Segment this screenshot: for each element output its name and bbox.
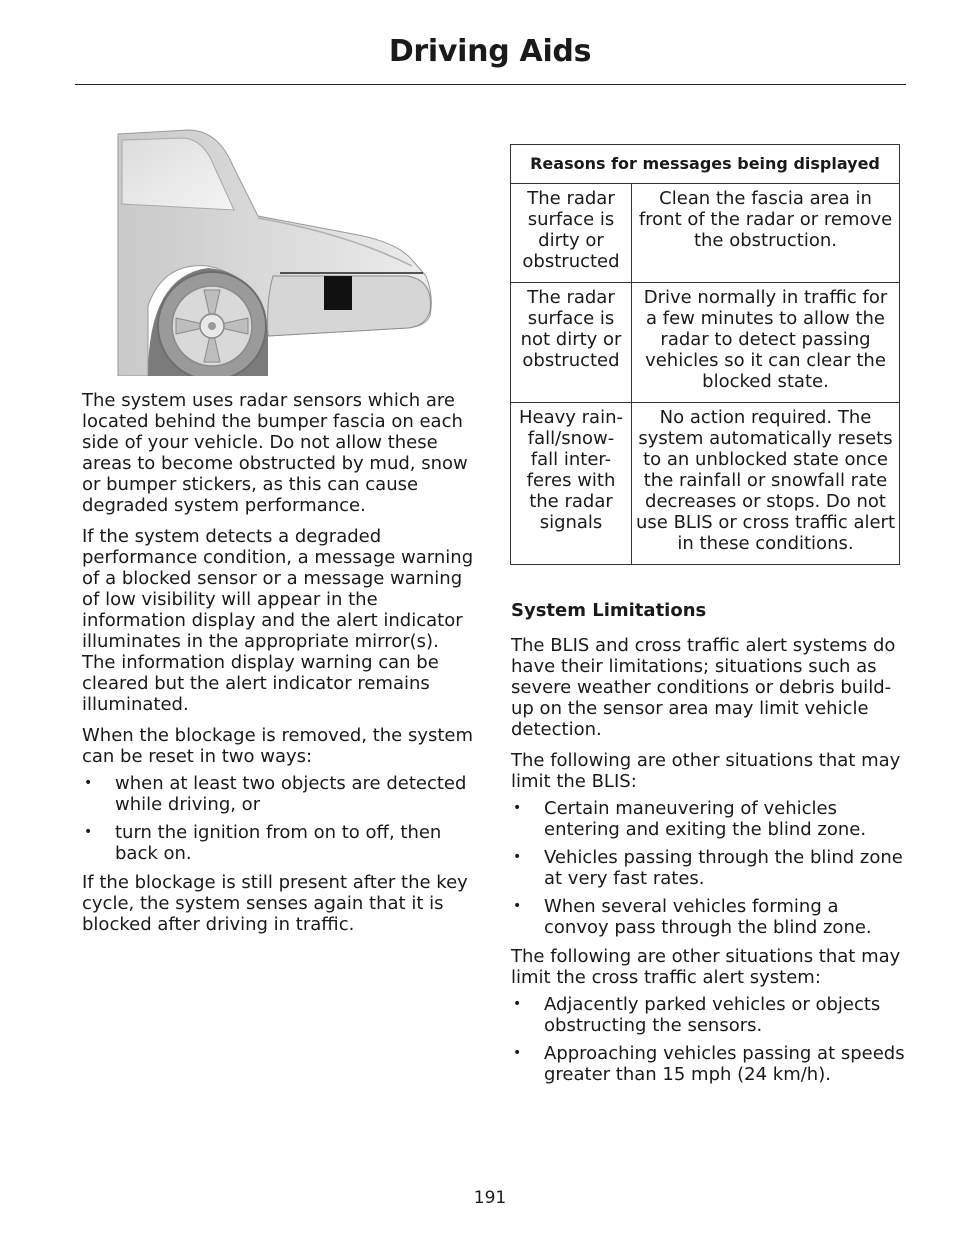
paragraph-degraded-performance: If the system detects a degraded performance condition, a message warning of a blocked sensor or a message warning of low visibility will appear in the information display and the alert indicator illuminates in the appropriate mirror(s). The information display warning can be cleared but the alert indicator remains illuminated. [82, 526, 474, 715]
cta-limitations-list [511, 994, 905, 1085]
bullet-glyph: • [84, 824, 93, 840]
table-cell-cause: The radar surface is dirty or obstructed [511, 184, 632, 283]
page-number: 191 [473, 1188, 507, 1208]
list-item: • when at least two objects are detected while driving, or [84, 773, 467, 815]
title-divider [75, 84, 906, 85]
paragraph-cta-intro: The following are other situations that may limit the cross traffic alert system: [511, 946, 901, 988]
bullet-glyph: • [513, 849, 522, 865]
blis-limitations-list [511, 798, 905, 938]
table-cell-action: No action required. The system automatically resets to an unblocked state once the rainfall or snowfall rate decreases or stops. Do not use BLIS or cross traffic alert in these conditions. [632, 403, 900, 565]
paragraph-blis-intro: The following are other situations that may limit the BLIS: [511, 750, 901, 792]
reset-methods-list [82, 773, 474, 864]
list-item: • Adjacently parked vehicles or objects obstructing the sensors. [513, 994, 881, 1036]
table-cell-action: Drive normally in traffic for a few minutes to allow the radar to detect passing vehicles so it can clear the blocked state. [632, 283, 900, 403]
page-title: Driving Aids [388, 34, 592, 69]
table-row [511, 403, 900, 565]
bullet-glyph: • [513, 996, 522, 1012]
list-item: • Certain maneuvering of vehicles entering and exiting the blind zone. [513, 798, 867, 840]
list-item: • Approaching vehicles passing at speeds greater than 15 mph (24 km/h). [513, 1043, 905, 1085]
table-cell-cause: The radar surface is not dirty or obstructed [511, 283, 632, 403]
section-heading: System Limitations [511, 600, 707, 621]
table-row [511, 184, 900, 283]
bullet-glyph: • [84, 775, 93, 791]
list-item: • When several vehicles forming a convoy pass through the blind zone. [513, 896, 872, 938]
radar-sensor-marker [324, 276, 352, 310]
paragraph-blockage-persists: If the blockage is still present after the key cycle, the system senses again that it is blocked after driving in traffic. [82, 872, 468, 935]
messages-table [510, 144, 900, 565]
paragraph-limitations-intro: The BLIS and cross traffic alert systems do have their limitations; situations such as severe weather conditions or debris build-up on the sensor area may limit vehicle detection. [511, 635, 896, 740]
list-item: • turn the ignition from on to off, then back on. [84, 822, 442, 864]
left-column [82, 390, 474, 945]
paragraph-reset-intro: When the blockage is removed, the system can be reset in two ways: [82, 725, 474, 767]
table-row [511, 283, 900, 403]
list-item: • Vehicles passing through the blind zone at very fast rates. [513, 847, 903, 889]
paragraph-radar-sensors: The system uses radar sensors which are located behind the bumper fascia on each side of your vehicle. Do not allow these areas to become obstructed by mud, snow or bumper stickers, as this can cause degraded system performance. [82, 390, 468, 516]
bullet-glyph: • [513, 1045, 522, 1061]
table-cell-cause: Heavy rain-fall/snow-fall inter-feres with the radar signals [511, 403, 632, 565]
bullet-glyph: • [513, 800, 522, 816]
table-header: Reasons for messages being displayed [511, 145, 900, 184]
bullet-glyph: • [513, 898, 522, 914]
table-cell-action: Clean the fascia area in front of the radar or remove the obstruction. [632, 184, 900, 283]
vehicle-rear-illustration [108, 126, 438, 376]
right-column [511, 600, 905, 1093]
